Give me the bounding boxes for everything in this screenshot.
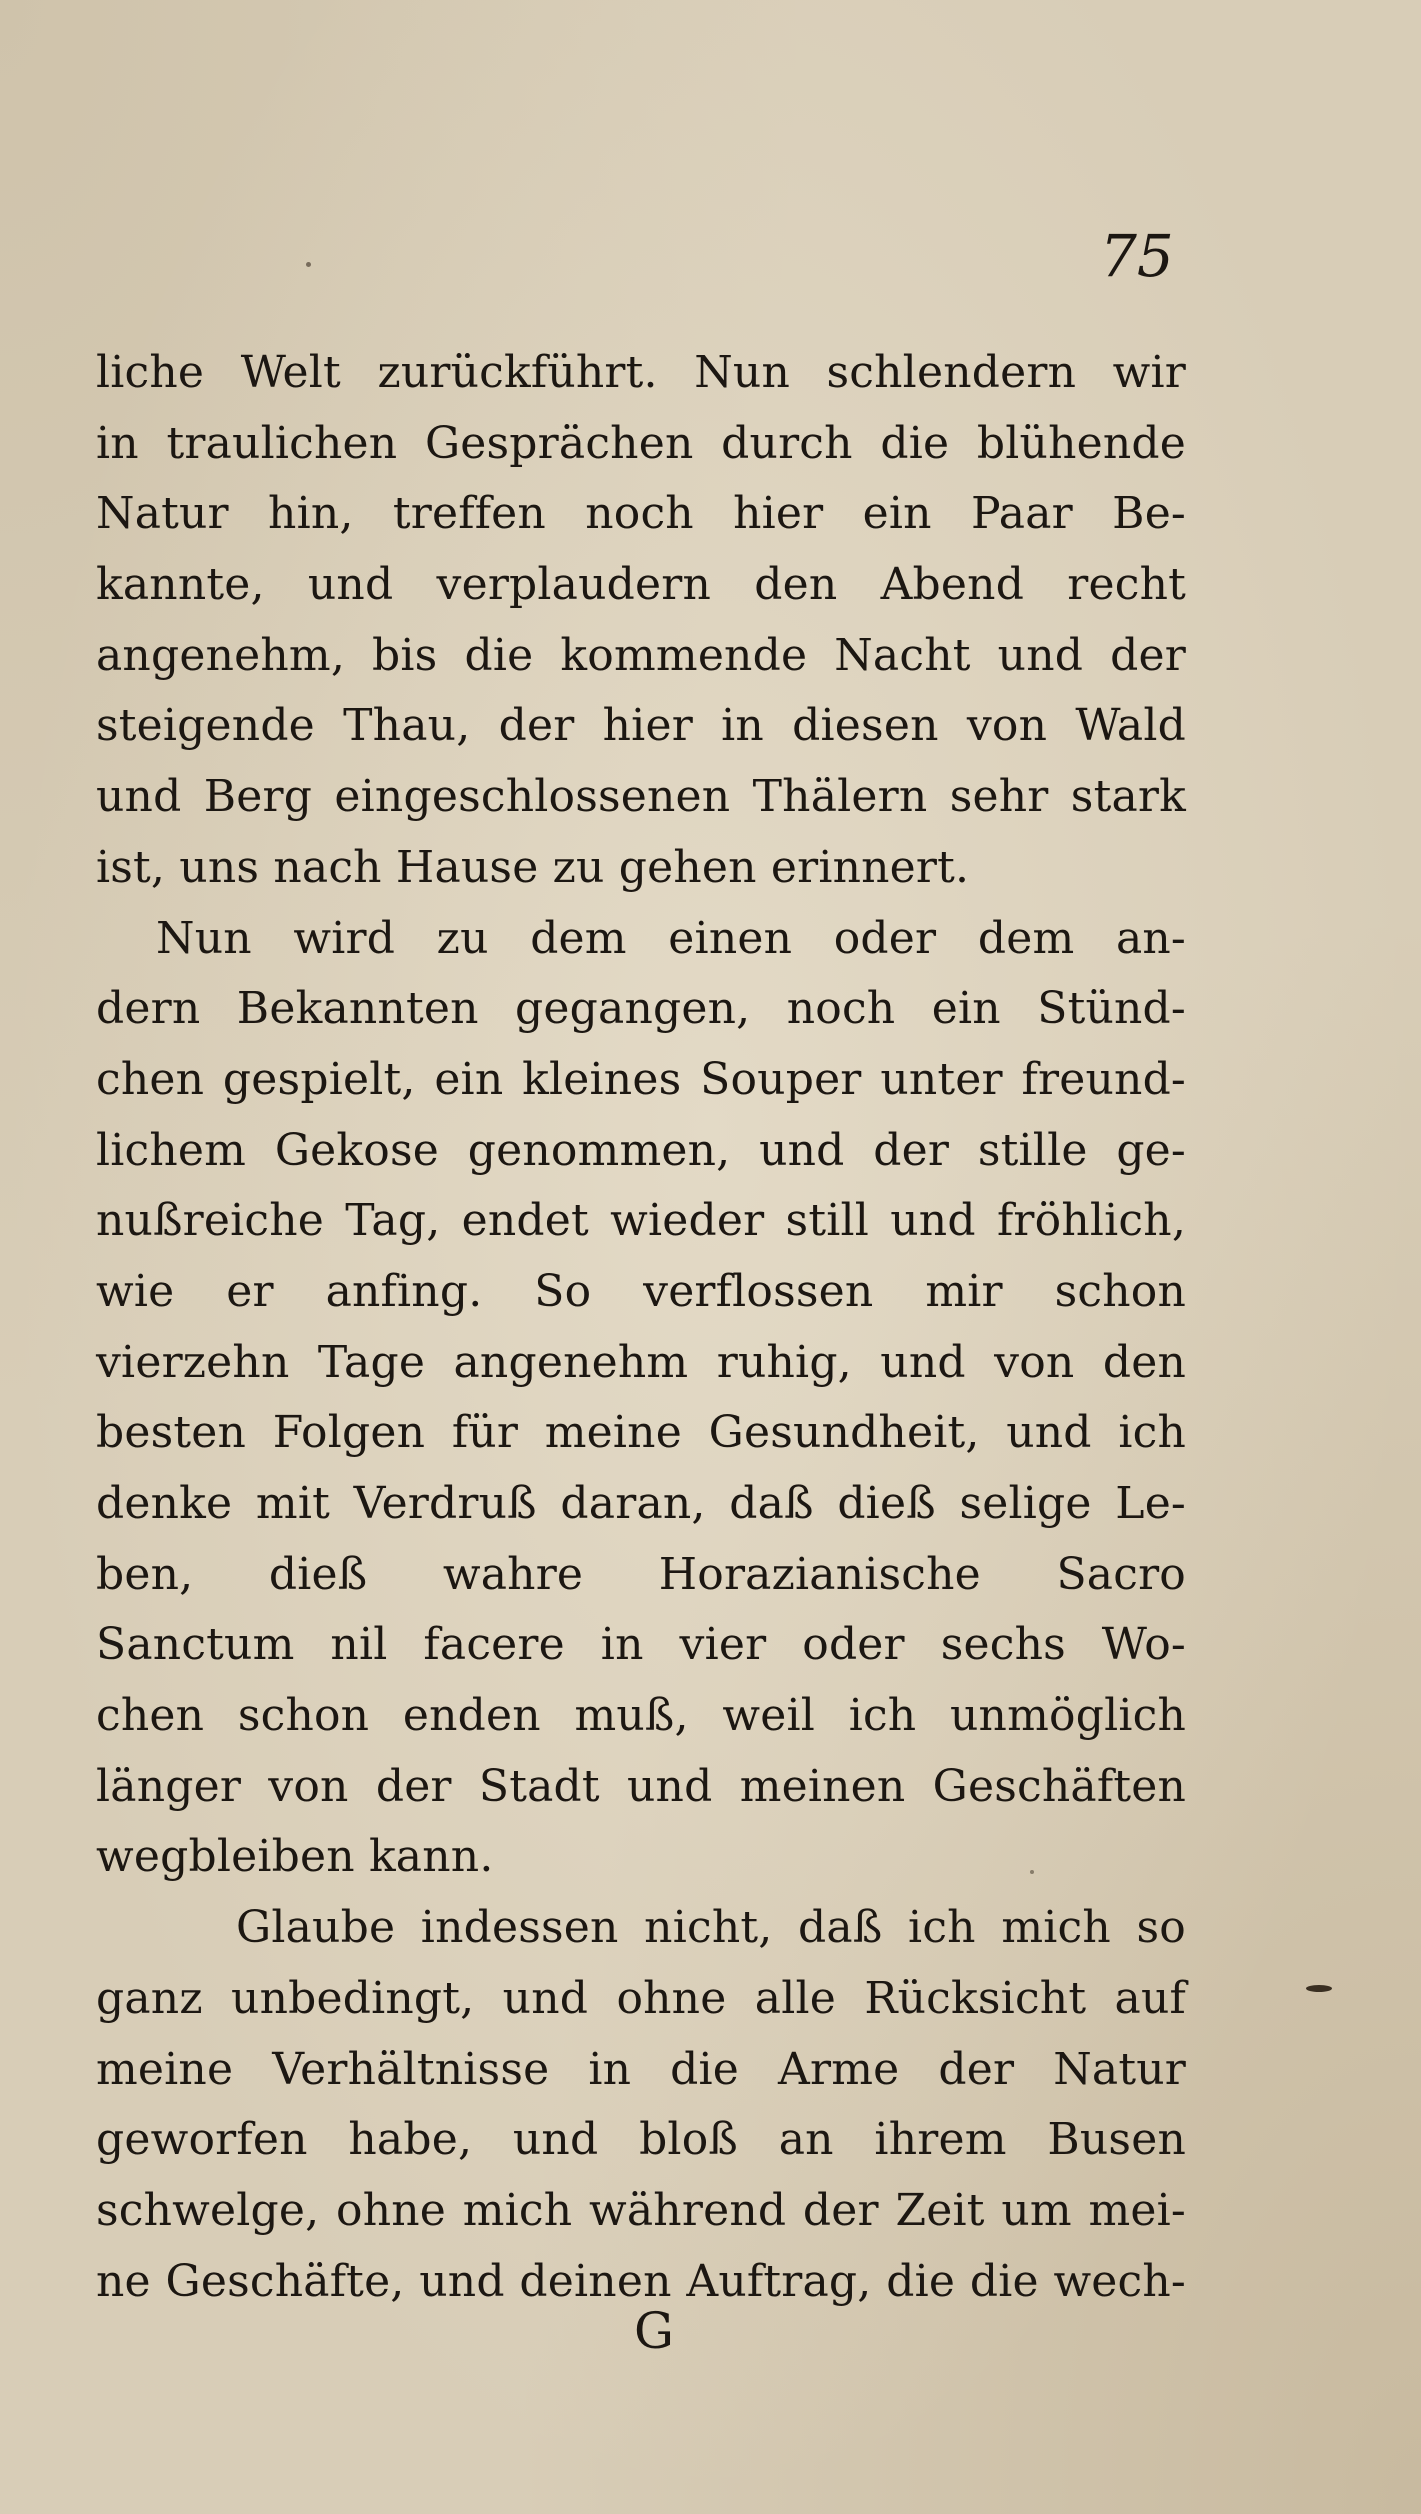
text-line: chen gespielt, ein kleines Souper unter freund-	[96, 1053, 1186, 1105]
paper-speck	[1306, 1985, 1332, 1992]
text-line: vierzehn Tage angenehm ruhig, und von den	[96, 1336, 1186, 1388]
text-line: länger von der Stadt und meinen Geschäften	[96, 1760, 1186, 1812]
body-text	[96, 338, 1186, 2317]
text-line: chen schon enden muß, weil ich unmöglich	[96, 1690, 1186, 1742]
text-line: Natur hin, treffen noch hier ein Paar Be-	[96, 488, 1186, 540]
text-line: steigende Thau, der hier in diesen von Wald	[96, 700, 1186, 752]
text-line: denke mit Verdruß daran, daß dieß selige Le-	[96, 1478, 1186, 1529]
text-line: liche Welt zurückführt. Nun schlendern wir	[96, 347, 1186, 398]
text-line: Sanctum nil facere in vier oder sechs Wo-	[96, 1619, 1186, 1671]
text-line: dern Bekannten gegangen, noch ein Stünd-	[96, 983, 1186, 1035]
signature-mark: G	[634, 2302, 674, 2360]
text-line: kannte, und verplaudern den Abend recht	[96, 559, 1186, 611]
text-line: ganz unbedingt, und ohne alle Rücksicht auf	[96, 1972, 1186, 2024]
text-line: ist, uns nach Hause zu gehen erinnert.	[96, 841, 970, 893]
text-line: in traulichen Gesprächen durch die blühende	[96, 417, 1186, 469]
text-line: wegbleiben kann.	[96, 1831, 494, 1883]
page-number: 75	[1100, 222, 1174, 290]
text-line: wie er anfing. So verflossen mir schon	[96, 1265, 1186, 1317]
text-line: lichem Gekose genommen, und der stille ge-	[96, 1124, 1186, 1176]
text-line: meine Verhältnisse in die Arme der Natur	[96, 2043, 1186, 2095]
paper-speck	[1030, 1870, 1034, 1874]
text-line: geworfen habe, und bloß an ihrem Busen	[96, 2114, 1186, 2166]
text-line: nußreiche Tag, endet wieder still und fröhlich,	[96, 1195, 1186, 1247]
text-line: ne Geschäfte, und deinen Auftrag, die die wech-	[96, 2255, 1186, 2307]
text-line: ben, dieß wahre Horazianische Sacro	[96, 1548, 1186, 1600]
text-line: schwelge, ohne mich während der Zeit um mei-	[96, 2184, 1186, 2236]
text-line: angenehm, bis die kommende Nacht und der	[96, 629, 1186, 681]
paper-speck	[306, 262, 311, 267]
text-line: Glaube indessen nicht, daß ich mich so	[236, 1902, 1186, 1954]
text-line: besten Folgen für meine Gesundheit, und ich	[96, 1407, 1186, 1459]
text-line: Nun wird zu dem einen oder dem an-	[156, 912, 1186, 964]
text-line: und Berg eingeschlossenen Thälern sehr stark	[96, 771, 1186, 823]
